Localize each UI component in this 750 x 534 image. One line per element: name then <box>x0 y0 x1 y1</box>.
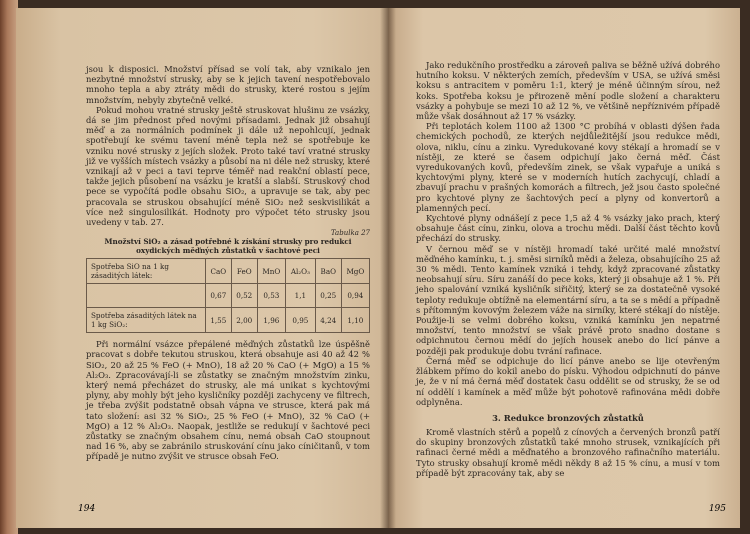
data-table <box>86 258 370 333</box>
table-header-cell: MgO <box>341 259 369 284</box>
table-header-row <box>87 259 370 284</box>
left-paragraph-1: jsou k disposici. Množství přísad se volí tak, aby vznikalo jen nezbytné množství strusky, aby se k jejich tavení nespotřebovalo mnoho tepla a aby ztráty mědi do strusky, které rostou s jejím množstvím, nebyly zbytečně velké. <box>86 64 370 105</box>
table-header-cell: CaO <box>205 259 231 284</box>
table-header-cell: MnO <box>257 259 285 284</box>
right-paragraph-5: Černá měď se odpichuje do licí pánve anebo se lije otevřeným žlábkem přímo do kokil anebo do písku. Výhodou odpichnutí do pánve je, že v ní má černá měď dostatek času oddělit se od strusky, že se od ní oddělí i kamínek a měď může být pohotově rafinována mědi dobře odplyněna. <box>416 355 720 407</box>
table-cell: 0,25 <box>315 284 341 308</box>
left-page <box>16 8 388 528</box>
table-cell: 0,52 <box>231 284 257 308</box>
left-paragraph-2: Pokud mohou vratné strusky ještě struskovat hlušinu ze vsázky, dá se jim přednost před novými přísadami. Jednak již obsahují měď a za normálních podmínek ji dále už nepohlcují, jednak spotřebují ke svému tavení méně tepla než se spotřebuje ke vzniku nové strusky z jejích složek. Proto také taví vratné strusky již ve vyšších místech vsázky a působí na ni déle než strusky, které vznikají až v peci a tavi teprve téměř nad reakční oblastí pece, takže jejich působení na vsázku je kratší a slabší. Struskový chod pece se vypočítá podle obsahu SiO₂, a upravuje se tak, aby pec pracovala se struskou obsahující méně SiO₂ než seskvisilikát a více než singulosilikát. Hodnoty pro výpočet této strusky jsou uvedeny v tab. 27. <box>86 104 370 228</box>
table-row <box>87 308 370 333</box>
table-header-cell: FeO <box>231 259 257 284</box>
left-paragraph-3: Při normální vsázce přepálené měďných zůstatků lze úspěšně pracovat s dobře tekutou struskou, která obsahuje asi 40 až 42 % SiO₂, 20 až 25 % FeO (+ MnO), 18 až 20 % CaO (+ MgO) a 15 % Al₂O₃. Zpracovávají-li se zůstatky se značným množstvím zinku, který nemá přecházet do strusky, ale má unikat s kychtovými plyny, aby mohly být jeho kysličníky později zachyceny ve filtrech, je třeba zvýšit podstatně obsah vápna ve strusce, která pak má tato složení: asi 32 % SiO₂, 25 % FeO (+ MnO), 32 % CaO (+ MgO) a 12 % Al₂O₃. Naopak, jestliže se redukují v šachtové peci zůstatky se značným obsahem cínu, nemá obsah CaO stoupnout nad 16 %, aby se zabránilo struskování cínu jako cíničitanů, v tom případě je nutno zvýšit ve strusce obsah FeO. <box>86 339 370 462</box>
left-page-number: 194 <box>78 504 96 514</box>
table-cell: 2,00 <box>231 308 257 333</box>
right-paragraph-3: Kychtové plyny odnášejí z pece 1,5 až 4 % vsázky jako prach, který obsahuje část cínu, zinku, olova a trochu mědi. Další část těchto kovů přechází do strusky. <box>416 213 720 244</box>
table-row-label: Spotřeba SiO na 1 kg zásaditých látek: <box>87 259 206 284</box>
right-paragraph-1: Jako redukčního prostředku a zároveň paliva se běžně užívá dobrého hutního koksu. V některých zemích, především v USA, se užívá směsi koksu s antracitem v poměru 1:1, který je méně účinným sírou, než koks. Spotřeba koksu je přirozeně mění podle složení a charakteru vsázky a pohybuje se mezi 10 až 12 %, ve většině nepříznivém případě může však dosáhnout až 17 % vsázky. <box>416 60 720 122</box>
right-page <box>388 8 740 528</box>
table-row <box>87 284 370 308</box>
table-cell-blank <box>87 284 206 308</box>
table-cell: 1,96 <box>257 308 285 333</box>
section-heading: 3. Redukce bronzových zůstatků <box>492 412 644 423</box>
right-page-number: 195 <box>708 504 726 514</box>
table-row-label: Spotřeba zásaditých látek na 1 kg SiO₂: <box>87 308 206 333</box>
table-cell: 1,55 <box>205 308 231 333</box>
right-paragraph-6: Kromě vlastních stěrů a popelů z cínových a červených bronzů patří do skupiny bronzových zůstatků také mnoho strusek, vznikajících při rafinaci černé mědi a měďnatého a bronzového rafinačního materiálu. Tyto strusky obsahují kromě mědi někdy 8 až 15 % cínu, a musí v tom případě být zpracovány tak, aby se <box>416 426 720 478</box>
table-header-cell: BaO <box>315 259 341 284</box>
table-cell: 4,24 <box>315 308 341 333</box>
table-cell: 0,95 <box>285 308 315 333</box>
table-header-cell: Al₂O₃ <box>285 259 315 284</box>
right-paragraph-2: Při teplotách kolem 1100 až 1300 °C probíhá v oblasti dýšen řada chemických pochodů, ze kterých nejdůležitější jsou redukce mědi, olova, niklu, cínu a zinku. Vyredukované kovy stékají a hromadí se v nístěji, ze které se časem odpichují jako černá měď. Část vyredukovaných kovů, především zinek, se však vypařuje a uniká s kychtovými plyny, které se v moderních hutích zachycují, chladí a zbavují prachu v prašných komorách a filtrech, jež jsou často společné pro kychtové plyny ze šachtových pecí a plyny od konvertorů a plamenných pecí. <box>416 121 720 213</box>
table-cell: 0,94 <box>341 284 369 308</box>
table-cell: 1,10 <box>341 308 369 333</box>
table-cell: 1,1 <box>285 284 315 308</box>
table-title: Množství SiO₂ a zásad potřebné k získání strusky pro redukci oxydických měďných zůstatků v šachtové peci <box>104 237 352 256</box>
right-paragraph-4: V černou měď se v nístěji hromadí také určité malé množství měďného kamínku, t. j. směsi sirníků mědi a železa, obsahujícího 25 až 30 % mědi. Tento kamínek vzniká i tehdy, když zpracované zůstatky neobsahují síru. Síru zanáší do pece koks, který ji obsahuje až 1 %. Při jeho spalování vzniká kysličník siřičitý, který se za dostatečně vysoké teploty redukuje obtížně na elementární síru, a ta se s mědí a případně s přítomným kovovým železem váže na sirníky, které stékají do nístěje. Použije-li se velmi dobrého koksu, vzniká kamínku jen nepatrné množství, tento množství se však právě proto snadno dostane s odpichnutou černou mědí do jejích housek anebo do licí pánve a později pak produkuje dobu tvrání rafinace. <box>416 243 720 356</box>
table-cell: 0,53 <box>257 284 285 308</box>
table-cell: 0,67 <box>205 284 231 308</box>
table-caption: Tabulka 27 <box>330 229 370 238</box>
book-gutter <box>380 8 396 528</box>
